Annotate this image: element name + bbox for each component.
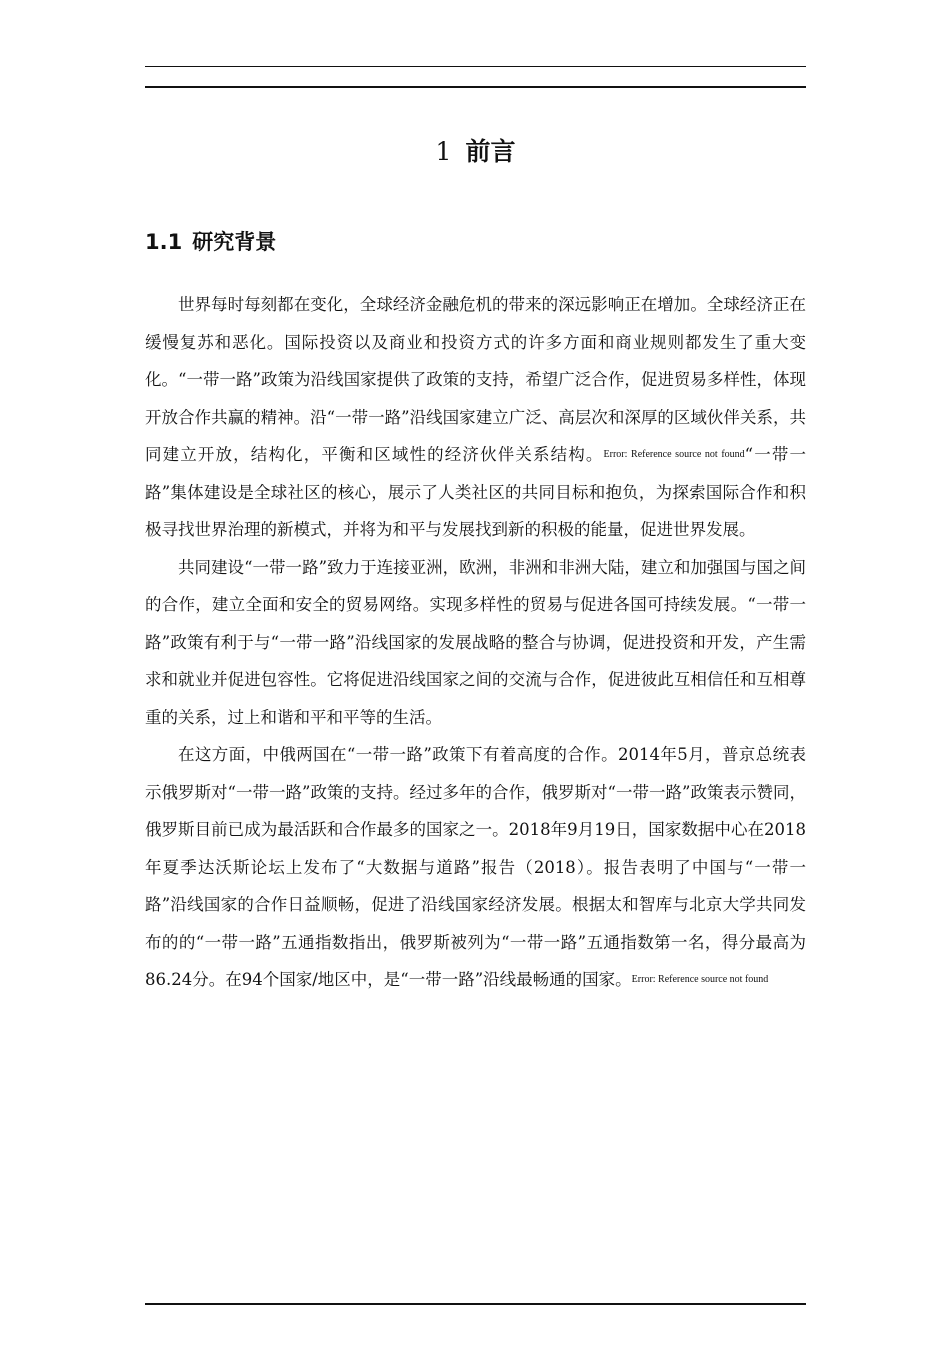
- chapter-number: 1: [435, 137, 452, 166]
- reference-error: Error: Reference source not found: [603, 449, 745, 460]
- paragraph-text: 世界每时每刻都在变化，全球经济金融危机的带来的深远影响正在增加。全球经济正在缓慢复苏和恶化。国际投资以及商业和投资方式的许多方面和商业规则都发生了重大变化。“一带一路”政策为沿线国家提供了政策的支持，希望广泛合作，促进贸易多样性，体现开放合作共赢的精神。沿“一带一路”沿线国家建立广泛、高层次和深厚的区域伙伴关系，共同建立开放，结构化，平衡和区域性的经济伙伴关系结构。: [145, 295, 806, 464]
- footer-rule: [145, 1303, 806, 1305]
- paragraph-text: 共同建设“一带一路”致力于连接亚洲，欧洲，非洲和非洲大陆，建立和加强国与国之间的合作，建立全面和安全的贸易网络。实现多样性的贸易与促进各国可持续发展。“一带一路”政策有利于与“一带一路”沿线国家的发展战略的整合与协调，促进投资和开发，产生需求和就业并促进包容性。它将促进沿线国家之间的交流与合作，促进彼此互相信任和互相尊重的关系，过上和谐和平和平等的生活。: [145, 557, 806, 727]
- chapter-title-text: 前言: [465, 137, 516, 166]
- section-heading: [145, 226, 276, 256]
- section-number: 1.1: [145, 230, 183, 254]
- paragraph-text: 在这方面，中俄两国在“一带一路”政策下有着高度的合作。2014年5月，普京总统表示俄罗斯对“一带一路”政策的支持。经过多年的合作，俄罗斯对“一带一路”政策表示赞同，俄罗斯目前已成为最活跃和合作最多的国家之一。2018年9月19日，国家数据中心在2018年夏季达沃斯论坛上发布了“大数据与道路”报告（2018）。报告表明了中国与“一带一路”沿线国家的合作日益顺畅，促进了沿线国家经济发展。根据太和智库与北京大学共同发布的的“一带一路”五通指数指出，俄罗斯被列为“一带一路”五通指数第一名，得分最高为86.24分。在94个国家/地区中，是“一带一路”沿线最畅通的国家。: [145, 745, 806, 989]
- paragraph: [145, 736, 806, 999]
- paragraph: [145, 549, 806, 737]
- header-rule-thick: [145, 86, 806, 88]
- header-rule-thin: [145, 66, 806, 67]
- body-text: [145, 286, 806, 999]
- paragraph: [145, 286, 806, 549]
- section-title-text: 研究背景: [192, 230, 277, 254]
- chapter-title: [145, 132, 806, 168]
- reference-error: Error: Reference source not found: [631, 974, 769, 985]
- paragraph-text: “一带一路”集体建设是全球社区的核心，展示了人类社区的共同目标和抱负，为探索国际合作和积极寻找世界治理的新模式，并将为和平与发展找到新的积极的能量，促进世界发展。: [145, 445, 807, 539]
